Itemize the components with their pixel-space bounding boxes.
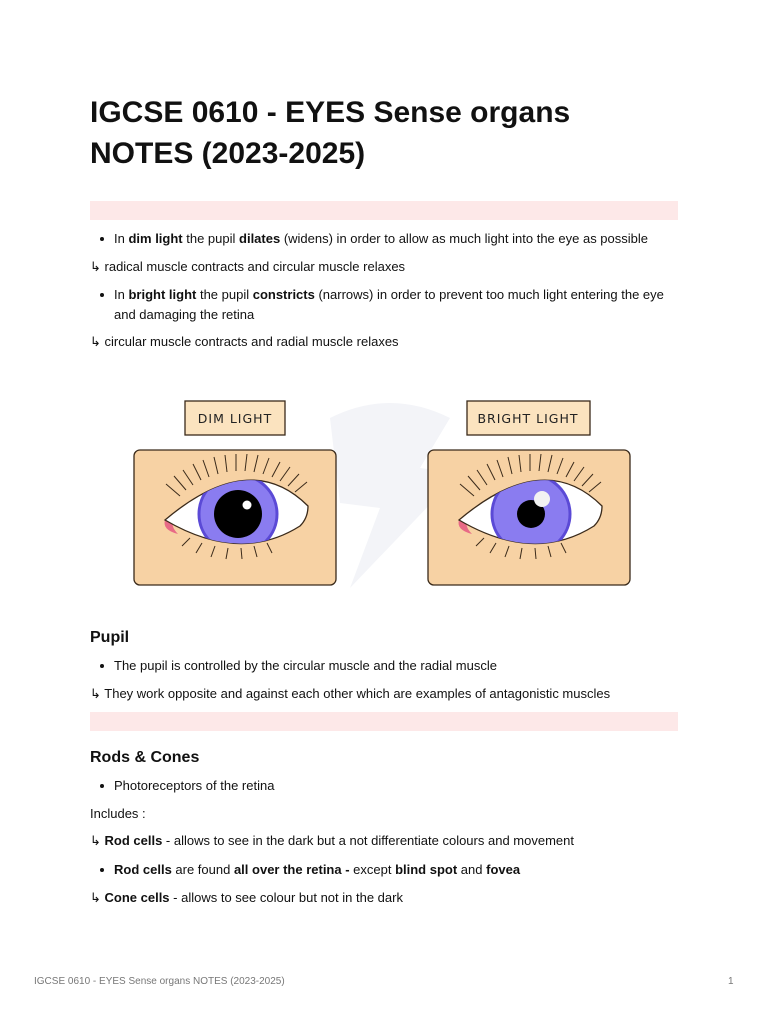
eye-illustration [90, 378, 678, 608]
bold-text: bright light [128, 287, 197, 302]
text-run: - allows to see colour but not in the dark [169, 890, 403, 905]
bullet-dot [100, 784, 104, 788]
text-run: (narrows) in order to prevent too much light entering the eye and damaging the retina [114, 287, 664, 322]
bold-text: Rod cells [114, 862, 172, 877]
list-item [90, 656, 678, 676]
arrow-glyph: ↳ [90, 833, 105, 848]
text-run: the pupil [182, 231, 240, 246]
dim-light-label: DIM LIGHT [197, 411, 273, 426]
bold-text: blind spot [395, 862, 458, 877]
eye-highlight [534, 491, 550, 507]
eye-illustration-svg [90, 378, 678, 608]
eye-highlight [243, 501, 252, 510]
bullet-dot [100, 664, 104, 668]
footer-title: IGCSE 0610 - EYES Sense organs NOTES (2023-2025) [34, 976, 285, 987]
bullet-dot [100, 293, 104, 297]
text-run: - allows to see in the dark but a not differentiate colours and movement [162, 833, 574, 848]
text-run: (widens) in order to allow as much light into the eye as possible [280, 231, 648, 246]
page-number: 1 [728, 976, 734, 987]
dim-light-eye [134, 450, 336, 585]
list-item [90, 776, 678, 796]
text-run: In [114, 287, 129, 302]
text-run: and [457, 862, 487, 877]
list-item-text: Photoreceptors of the retina [114, 778, 275, 793]
note-line [90, 888, 678, 908]
text-run: are found [171, 862, 234, 877]
bullet-dot [100, 237, 104, 241]
list-item [90, 229, 678, 249]
note-line: ↳ radical muscle contracts and circular muscle relaxes [90, 259, 406, 274]
bold-text: all over the retina - [233, 862, 350, 877]
bullet-dot [100, 868, 104, 872]
text-run: the pupil [196, 287, 253, 302]
section-divider [90, 712, 678, 731]
bright-light-eye [428, 450, 630, 585]
bold-text: dim light [128, 231, 183, 246]
bold-text: dilates [239, 231, 281, 246]
pupil-dilated [214, 490, 262, 538]
includes-label: Includes : [90, 806, 146, 821]
note-line [90, 831, 678, 851]
note-line: ↳ They work opposite and against each other which are examples of antagonistic muscles [90, 686, 611, 701]
arrow-glyph: ↳ [90, 890, 105, 905]
section-divider [90, 201, 678, 220]
bright-light-label: BRIGHT LIGHT [477, 411, 579, 426]
list-item [90, 860, 678, 880]
note-line: ↳ circular muscle contracts and radial muscle relaxes [90, 334, 399, 349]
list-item [90, 285, 678, 325]
section-heading-rods-cones: Rods & Cones [90, 749, 200, 766]
bold-text: constricts [252, 287, 315, 302]
section-heading-pupil: Pupil [90, 629, 130, 646]
page-title: IGCSE 0610 - EYES Sense organs NOTES (2023-2025) [90, 96, 571, 170]
bold-text: Rod cells [104, 833, 163, 848]
text-run: In [114, 231, 129, 246]
text-run: except [349, 862, 396, 877]
list-item-text: The pupil is controlled by the circular muscle and the radial muscle [114, 658, 497, 673]
bold-text: Cone cells [104, 890, 170, 905]
bold-text: fovea [486, 862, 521, 877]
